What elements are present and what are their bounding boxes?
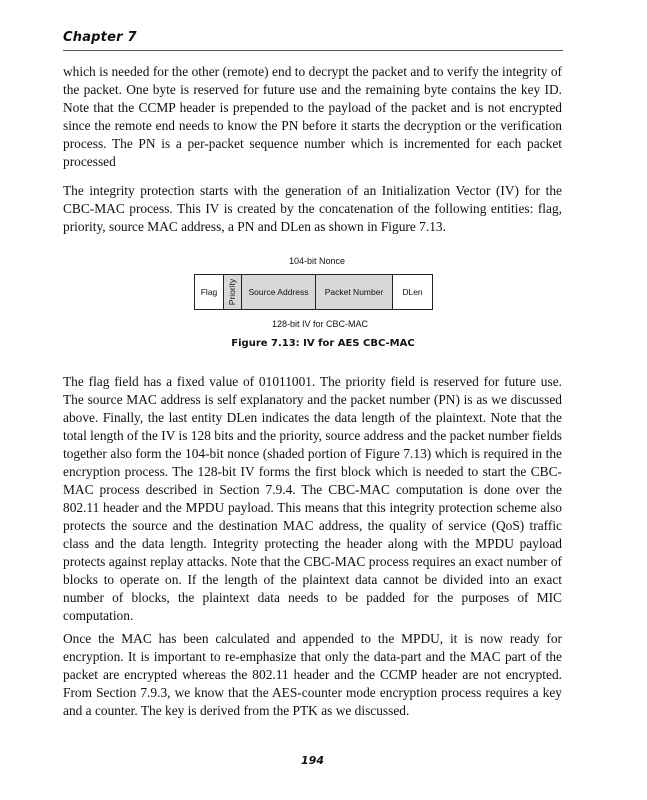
nonce-label: 104-bit Nonce — [288, 256, 346, 266]
page-number: 194 — [301, 754, 324, 767]
paragraph-2: The integrity protection starts with the generation of an Initialization Vector (IV) for the CBC-MAC process. This IV is created by the concatenation of the following entities: flag, priority, source MAC address, a PN and DLen as shown in Figure 7.13. — [63, 183, 562, 234]
iv-diagram — [194, 274, 433, 310]
figure-caption: Figure 7.13: IV for AES CBC-MAC — [231, 338, 415, 349]
field-flag: Flag — [195, 275, 224, 309]
chapter-header: Chapter 7 — [63, 30, 137, 45]
field-packet-number: Packet Number — [316, 275, 393, 309]
header-rule — [63, 50, 563, 51]
field-source-address: Source Address — [242, 275, 316, 309]
field-priority — [224, 275, 242, 309]
paragraph-4: Once the MAC has been calculated and appended to the MPDU, it is now ready for encryption. It is important to re-emphasize that only the data-part and the MAC part of the packet are encrypted whereas the 802.11 header and the CCMP header are not encrypted. From Section 7.9.3, we know that the AES-counter mode encryption process requires a key and a counter. The key is derived from the PTK as we discussed. — [63, 631, 562, 718]
iv-label: 128-bit IV for CBC-MAC — [271, 319, 369, 329]
paragraph-3: The flag field has a fixed value of 01011001. The priority field is reserved for future use. The source MAC address is self explanatory and the packet number (PN) is as we discussed above. Finally, the last entity DLen indicates the data length of the plaintext. Note that the total length of the IV is 128 bits and the priority, source address and the packet number fields together also form the 104-bit nonce (shaded portion of Figure 7.13) which is required in the encryption process. The 128-bit IV forms the first block which is needed to start the CBC-MAC process described in Section 7.9.4. The CBC-MAC computation is done over the 802.11 header and the MPDU payload. This means that this integrity protection scheme also protects the source and the destination MAC address, the quality of service (QoS) traffic class and the data length. Integrity protecting the header along with the MPDU payload protects against replay attacks. Note that the CBC-MAC process requires an exact number of blocks to operate on. If the length of the plaintext data cannot be divided into an exact number of blocks, the plaintext data needs to be padded for the purposes of MIC computation. — [63, 374, 562, 623]
field-dlen: DLen — [402, 287, 423, 297]
paragraph-1: which is needed for the other (remote) end to decrypt the packet and to verify the integrity of the packet. One byte is reserved for future use and the remaining byte contains the key ID. Note that the CCMP header is prepended to the payload of the packet and is not encrypted since the remote end needs to know the PN before it starts the decryption or the verification process. The PN is a per-packet sequence number which is incremented for each packet processed — [63, 64, 562, 169]
field-priority-label: Priority — [227, 278, 238, 306]
